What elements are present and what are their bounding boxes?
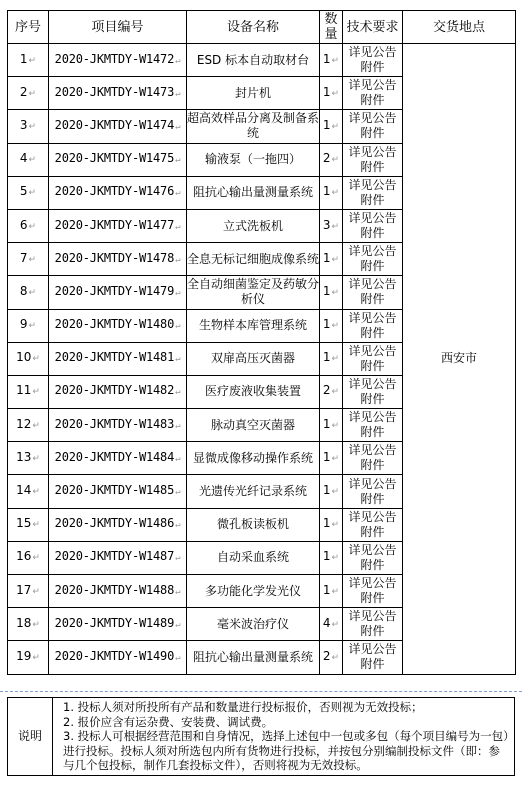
cell-index-text: 12: [16, 416, 32, 431]
notes-body: [53, 698, 515, 776]
cell-name: [187, 508, 320, 541]
cell-qty-text: 2: [322, 383, 331, 398]
paragraph-mark-icon: ↵: [175, 254, 181, 265]
paragraph-mark-icon: ↵: [28, 287, 37, 298]
paragraph-mark-icon: ↵: [32, 487, 40, 498]
cell-qty: [320, 375, 343, 408]
paragraph-mark-icon: ↵: [175, 520, 181, 531]
cell-index: [8, 641, 49, 674]
cell-tech-text: 详见公告附件: [348, 111, 397, 141]
cell-index-text: 15: [16, 516, 32, 531]
cell-name: [187, 641, 320, 674]
cell-tech-text: 详见公告附件: [348, 576, 397, 606]
cell-location: 西安市: [403, 44, 516, 675]
cell-name-text: 阻抗心输出量测量系统: [192, 649, 313, 664]
cell-name: [187, 541, 320, 574]
paragraph-mark-icon: ↵: [175, 354, 181, 365]
paragraph-mark-icon: ↵: [331, 188, 340, 199]
paragraph-mark-icon: ↵: [331, 487, 340, 498]
cell-index: [8, 77, 49, 110]
cell-name: [187, 77, 320, 110]
cell-name: [187, 575, 320, 608]
paragraph-mark-icon: ↵: [175, 453, 181, 464]
cell-index: [8, 309, 49, 342]
notes-label: 说明: [8, 698, 53, 776]
paragraph-mark-icon: ↵: [28, 88, 37, 99]
cell-name-text: 显微成像移动操作系统: [192, 450, 313, 465]
cell-tech-text: 详见公告附件: [348, 277, 397, 307]
cell-index-text: 17: [16, 582, 32, 597]
cell-code: [49, 176, 187, 209]
header-name: 设备名称: [187, 11, 320, 44]
cell-qty: [320, 110, 343, 143]
cell-index-text: 11: [16, 383, 32, 398]
cell-qty-text: 1: [322, 283, 331, 298]
paragraph-mark-icon: ↵: [32, 354, 40, 365]
paragraph-mark-icon: ↵: [175, 121, 181, 132]
cell-code-text: 2020-JKMTDY-W1475: [54, 151, 175, 166]
note-line-2: 2. 报价应含有运杂费、安装费、调试费。: [63, 714, 274, 729]
cell-qty: [320, 209, 343, 242]
cell-name-text: 微孔板读板机: [216, 517, 289, 532]
header-qty: 数量: [320, 11, 343, 44]
cell-index-text: 4: [19, 151, 28, 166]
cell-index-text: 6: [19, 217, 28, 232]
page-separator: [0, 691, 522, 692]
cell-index: [8, 44, 49, 77]
cell-qty: [320, 442, 343, 475]
cell-tech-text: 详见公告附件: [348, 443, 397, 473]
cell-tech: [343, 375, 403, 408]
cell-index-text: 2: [19, 84, 28, 99]
cell-qty-text: 1: [322, 582, 331, 597]
cell-tech-text: 详见公告附件: [348, 45, 397, 75]
cell-name-text: 封片机: [234, 85, 271, 100]
cell-qty: [320, 243, 343, 276]
cell-name: [187, 276, 320, 309]
cell-index: [8, 608, 49, 641]
paragraph-mark-icon: ↵: [32, 520, 40, 531]
cell-code: [49, 209, 187, 242]
cell-tech: [343, 608, 403, 641]
cell-name-text: 自动采血系统: [216, 550, 289, 565]
cell-index-text: 13: [16, 449, 32, 464]
cell-code-text: 2020-JKMTDY-W1482: [54, 383, 175, 398]
cell-tech-text: 详见公告附件: [348, 410, 397, 440]
cell-qty-text: 1: [322, 250, 331, 265]
cell-tech-text: 详见公告附件: [348, 244, 397, 274]
cell-qty-text: 1: [322, 51, 331, 66]
cell-tech: [343, 442, 403, 475]
cell-tech: [343, 342, 403, 375]
cell-name-text: 毫米波治疗仪: [216, 616, 289, 631]
cell-index: [8, 342, 49, 375]
paragraph-mark-icon: ↵: [331, 387, 340, 398]
paragraph-mark-icon: ↵: [175, 420, 181, 431]
cell-index-text: 3: [19, 117, 28, 132]
notes-table: [7, 697, 515, 776]
cell-code: [49, 608, 187, 641]
cell-name: [187, 342, 320, 375]
cell-name: [187, 44, 320, 77]
paragraph-mark-icon: ↵: [331, 254, 340, 265]
paragraph-mark-icon: ↵: [175, 652, 181, 663]
cell-tech-text: 详见公告附件: [348, 542, 397, 572]
cell-code-text: 2020-JKMTDY-W1490: [54, 648, 175, 663]
cell-index: [8, 575, 49, 608]
cell-name-text: 光遗传光纤记录系统: [198, 484, 307, 499]
cell-tech: [343, 276, 403, 309]
cell-qty-text: 1: [322, 350, 331, 365]
paragraph-mark-icon: ↵: [175, 321, 181, 332]
header-index: 序号: [8, 11, 49, 44]
cell-qty-text: 1: [322, 449, 331, 464]
cell-qty: [320, 475, 343, 508]
paragraph-mark-icon: ↵: [32, 586, 40, 597]
cell-qty: [320, 409, 343, 442]
paragraph-mark-icon: ↵: [32, 453, 40, 464]
cell-code-text: 2020-JKMTDY-W1478: [54, 250, 175, 265]
cell-code-text: 2020-JKMTDY-W1477: [54, 217, 175, 232]
paragraph-mark-icon: ↵: [331, 586, 340, 597]
cell-name-text: 生物样本库管理系统: [198, 318, 307, 333]
cell-tech: [343, 209, 403, 242]
cell-code: [49, 575, 187, 608]
cell-name-text: 双扉高压灭菌器: [210, 351, 295, 366]
paragraph-mark-icon: ↵: [28, 155, 37, 166]
paragraph-mark-icon: ↵: [175, 586, 181, 597]
cell-code: [49, 442, 187, 475]
cell-name-text: 多功能化学发光仪: [204, 583, 301, 598]
cell-name: [187, 110, 320, 143]
cell-code: [49, 44, 187, 77]
cell-tech-text: 详见公告附件: [348, 144, 397, 174]
cell-qty: [320, 508, 343, 541]
cell-index: [8, 409, 49, 442]
cell-tech-text: 详见公告附件: [348, 177, 397, 207]
cell-code: [49, 541, 187, 574]
cell-index: [8, 276, 49, 309]
paragraph-mark-icon: ↵: [331, 88, 340, 99]
cell-index-text: 16: [16, 549, 32, 564]
paragraph-mark-icon: ↵: [331, 55, 340, 66]
cell-tech-text: 详见公告附件: [348, 376, 397, 406]
cell-name-text: 全息无标记细胞成像系统: [187, 251, 320, 266]
cell-qty-text: 1: [322, 549, 331, 564]
cell-code-text: 2020-JKMTDY-W1476: [54, 184, 175, 199]
cell-qty-text: 1: [322, 483, 331, 498]
paragraph-mark-icon: ↵: [331, 221, 340, 232]
cell-index-text: 1: [19, 51, 28, 66]
cell-code-text: 2020-JKMTDY-W1473: [54, 84, 175, 99]
cell-tech-text: 详见公告附件: [348, 509, 397, 539]
cell-index: [8, 375, 49, 408]
header-tech: 技术要求: [343, 11, 403, 44]
cell-code-text: 2020-JKMTDY-W1479: [54, 283, 175, 298]
cell-tech: [343, 641, 403, 674]
cell-qty-text: 2: [322, 648, 331, 663]
cell-index: [8, 508, 49, 541]
cell-code-text: 2020-JKMTDY-W1489: [54, 615, 175, 630]
cell-qty: [320, 641, 343, 674]
note-line-3: 3. 投标人可根据经营范围和自身情况，选择上述包中一包或多包（每个项目编号为一包）进行投标。投标人须对所选包内所有货物进行投标，并按包分别编制投标文件（即：参与几个包投标，制作几套投标文件），否则将视为无效投标。: [63, 729, 509, 772]
paragraph-mark-icon: ↵: [331, 321, 340, 332]
cell-tech: [343, 409, 403, 442]
cell-name-text: 脉动真空灭菌器: [210, 417, 295, 432]
cell-qty-text: 1: [322, 516, 331, 531]
cell-index: [8, 110, 49, 143]
cell-code: [49, 641, 187, 674]
cell-code: [49, 508, 187, 541]
cell-tech-text: 详见公告附件: [348, 476, 397, 506]
cell-code-text: 2020-JKMTDY-W1484: [54, 449, 175, 464]
cell-qty: [320, 143, 343, 176]
cell-code-text: 2020-JKMTDY-W1486: [54, 516, 175, 531]
cell-code: [49, 409, 187, 442]
cell-name-text: 输液泵（一拖四）: [204, 152, 301, 167]
cell-tech-text: 详见公告附件: [348, 211, 397, 241]
paragraph-mark-icon: ↵: [175, 188, 181, 199]
cell-index: [8, 209, 49, 242]
cell-index-text: 19: [16, 648, 32, 663]
paragraph-mark-icon: ↵: [331, 520, 340, 531]
paragraph-mark-icon: ↵: [175, 387, 181, 398]
paragraph-mark-icon: ↵: [175, 88, 181, 99]
paragraph-mark-icon: ↵: [28, 188, 37, 199]
paragraph-mark-icon: ↵: [28, 321, 37, 332]
paragraph-mark-icon: ↵: [175, 487, 181, 498]
cell-name: [187, 409, 320, 442]
cell-index: [8, 541, 49, 574]
cell-tech-text: 详见公告附件: [348, 609, 397, 639]
paragraph-mark-icon: ↵: [32, 420, 40, 431]
cell-index-text: 14: [16, 483, 32, 498]
cell-tech-text: 详见公告附件: [348, 343, 397, 373]
paragraph-mark-icon: ↵: [331, 121, 340, 132]
paragraph-mark-icon: ↵: [331, 354, 340, 365]
paragraph-mark-icon: ↵: [28, 221, 37, 232]
cell-code-text: 2020-JKMTDY-W1474: [54, 117, 175, 132]
cell-tech: [343, 110, 403, 143]
paragraph-mark-icon: ↵: [331, 553, 340, 564]
header-location: 交货地点: [403, 11, 516, 44]
cell-index-text: 8: [19, 283, 28, 298]
cell-name-text: 全自动细菌鉴定及药敏分析仪: [187, 277, 320, 307]
cell-name-text: 阻抗心输出量测量系统: [192, 185, 313, 200]
cell-index-text: 18: [16, 615, 32, 630]
cell-index-text: 7: [19, 250, 28, 265]
cell-qty: [320, 176, 343, 209]
cell-name-text: 医疗废液收集装置: [204, 384, 301, 399]
paragraph-mark-icon: ↵: [32, 652, 40, 663]
cell-tech: [343, 243, 403, 276]
paragraph-mark-icon: ↵: [28, 254, 37, 265]
paragraph-mark-icon: ↵: [331, 652, 340, 663]
paragraph-mark-icon: ↵: [32, 553, 40, 564]
cell-code-text: 2020-JKMTDY-W1485: [54, 483, 175, 498]
cell-index: [8, 475, 49, 508]
cell-qty-text: 2: [322, 151, 331, 166]
cell-index: [8, 143, 49, 176]
paragraph-mark-icon: ↵: [28, 55, 37, 66]
cell-qty: [320, 309, 343, 342]
paragraph-mark-icon: ↵: [175, 619, 181, 630]
cell-index-text: 10: [16, 350, 32, 365]
cell-name: [187, 442, 320, 475]
cell-code-text: 2020-JKMTDY-W1481: [54, 350, 175, 365]
paragraph-mark-icon: ↵: [175, 155, 181, 166]
cell-tech: [343, 575, 403, 608]
cell-tech: [343, 77, 403, 110]
paragraph-mark-icon: ↵: [32, 619, 40, 630]
cell-name: [187, 243, 320, 276]
cell-name-text: 立式洗板机: [222, 218, 283, 233]
paragraph-mark-icon: ↵: [331, 155, 340, 166]
cell-tech: [343, 541, 403, 574]
cell-name-text: 超高效样品分离及制备系统: [187, 111, 320, 141]
table-row: [8, 44, 516, 77]
paragraph-mark-icon: ↵: [331, 619, 340, 630]
paragraph-mark-icon: ↵: [331, 420, 340, 431]
cell-code-text: 2020-JKMTDY-W1480: [54, 317, 175, 332]
cell-tech-text: 详见公告附件: [348, 310, 397, 340]
cell-index-text: 5: [19, 184, 28, 199]
cell-name: [187, 375, 320, 408]
cell-code: [49, 77, 187, 110]
cell-code: [49, 110, 187, 143]
cell-name: [187, 475, 320, 508]
cell-qty: [320, 541, 343, 574]
paragraph-mark-icon: ↵: [331, 287, 340, 298]
cell-qty-text: 1: [322, 416, 331, 431]
cell-code: [49, 375, 187, 408]
paragraph-mark-icon: ↵: [175, 287, 181, 298]
cell-code: [49, 342, 187, 375]
cell-name: [187, 209, 320, 242]
cell-code: [49, 276, 187, 309]
cell-index: [8, 442, 49, 475]
paragraph-mark-icon: ↵: [32, 387, 40, 398]
equipment-table: [7, 10, 516, 675]
cell-qty: [320, 575, 343, 608]
cell-code: [49, 309, 187, 342]
cell-qty-text: 1: [322, 184, 331, 199]
cell-qty: [320, 276, 343, 309]
cell-code-text: 2020-JKMTDY-W1472: [54, 51, 175, 66]
cell-name: [187, 608, 320, 641]
paragraph-mark-icon: ↵: [28, 121, 37, 132]
cell-code: [49, 243, 187, 276]
paragraph-mark-icon: ↵: [331, 453, 340, 464]
note-line-1: 1. 投标人须对所投所有产品和数量进行投标报价，否则视为无效投标；: [63, 700, 423, 714]
cell-name: [187, 143, 320, 176]
cell-qty-text: 1: [322, 317, 331, 332]
cell-code-text: 2020-JKMTDY-W1488: [54, 582, 175, 597]
cell-index: [8, 243, 49, 276]
paragraph-mark-icon: ↵: [175, 55, 181, 66]
cell-tech: [343, 176, 403, 209]
cell-qty: [320, 44, 343, 77]
cell-code-text: 2020-JKMTDY-W1483: [54, 416, 175, 431]
cell-tech: [343, 143, 403, 176]
cell-tech-text: 详见公告附件: [348, 642, 397, 672]
cell-qty: [320, 608, 343, 641]
cell-tech: [343, 309, 403, 342]
header-code: 项目编号: [49, 11, 187, 44]
cell-tech: [343, 508, 403, 541]
cell-index: [8, 176, 49, 209]
cell-code: [49, 475, 187, 508]
cell-name-text: ESD 标本自动取材台: [196, 52, 310, 67]
cell-tech: [343, 44, 403, 77]
cell-code-text: 2020-JKMTDY-W1487: [54, 549, 175, 564]
cell-qty-text: 4: [322, 615, 331, 630]
cell-qty: [320, 342, 343, 375]
cell-name: [187, 309, 320, 342]
cell-qty-text: 3: [322, 217, 331, 232]
cell-tech-text: 详见公告附件: [348, 78, 397, 108]
cell-code: [49, 143, 187, 176]
cell-index-text: 9: [19, 317, 28, 332]
paragraph-mark-icon: ↵: [175, 553, 181, 564]
cell-qty-text: 1: [322, 117, 331, 132]
table-header-row: [8, 11, 516, 44]
cell-qty: [320, 77, 343, 110]
cell-tech: [343, 475, 403, 508]
cell-qty-text: 1: [322, 84, 331, 99]
paragraph-mark-icon: ↵: [175, 221, 181, 232]
cell-name: [187, 176, 320, 209]
